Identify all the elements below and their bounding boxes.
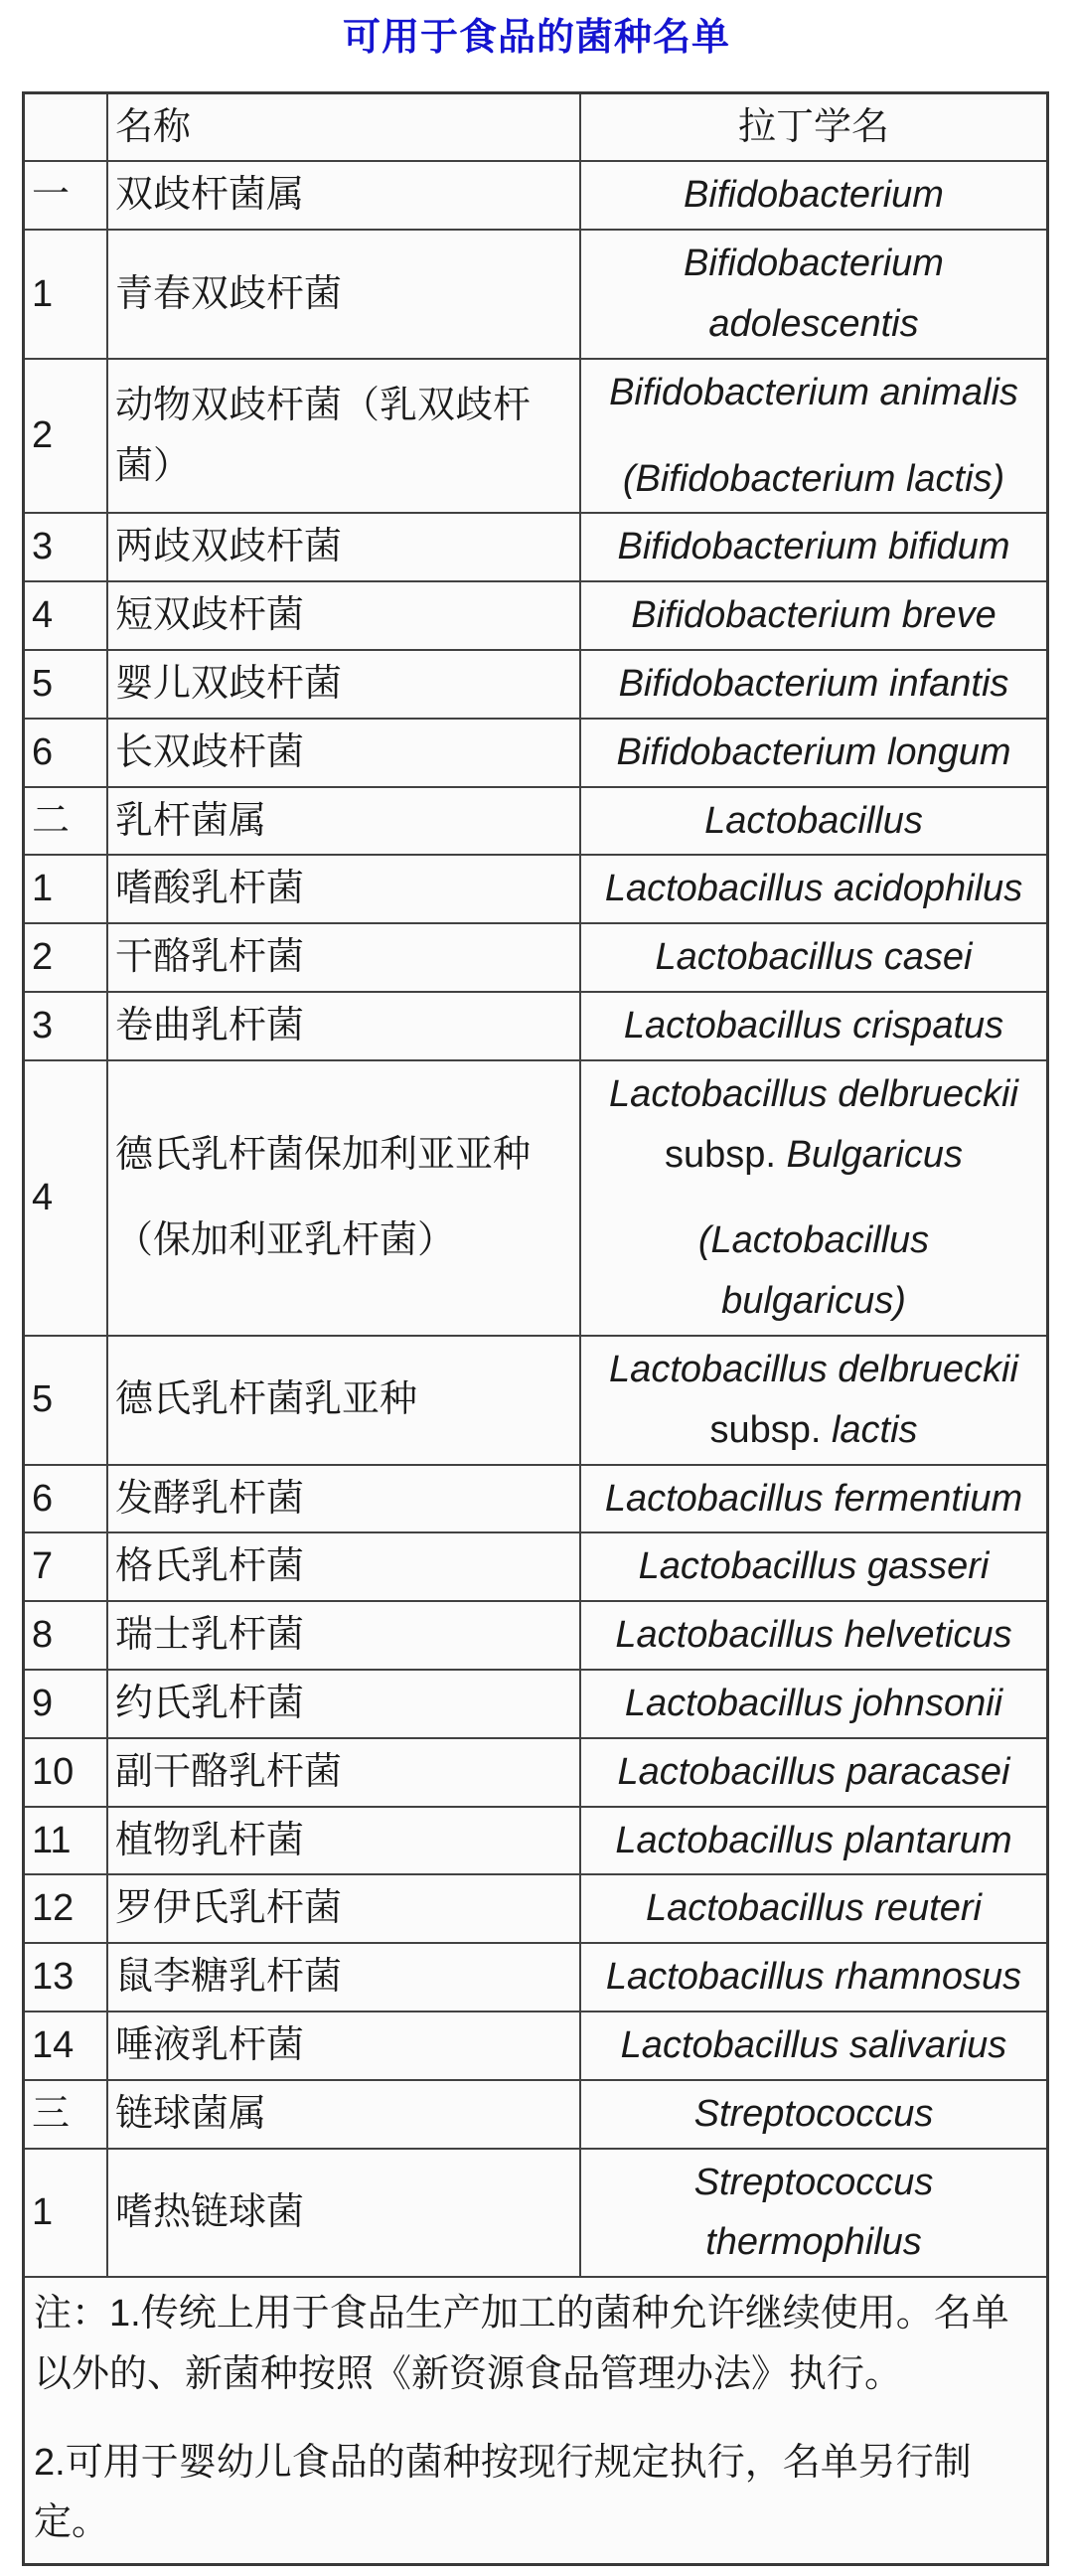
latin-text <box>586 449 1041 510</box>
table-row <box>24 513 1048 581</box>
latin-italic-segment: thermophilus <box>705 2221 922 2264</box>
table-row <box>24 1532 1048 1601</box>
latin-italic-segment: Lactobacillus paracasei <box>617 1750 1010 1793</box>
latin-name-cell <box>580 650 1048 719</box>
latin-italic-segment: (Bifidobacterium lactis) <box>622 457 1005 500</box>
row-index-cell: 2 <box>24 923 108 992</box>
name-cell <box>107 1670 580 1738</box>
latin-name-cell <box>580 230 1048 359</box>
latin-italic-segment: Lactobacillus delbrueckii <box>609 1348 1018 1390</box>
latin-text <box>586 723 1041 783</box>
latin-name-cell <box>580 359 1048 514</box>
latin-name-cell <box>580 2149 1048 2278</box>
species-table-body <box>24 161 1048 2564</box>
latin-name-cell <box>580 1465 1048 1533</box>
latin-text <box>586 1674 1041 1734</box>
table-row <box>24 719 1048 787</box>
name-cell <box>107 855 580 923</box>
table-row <box>24 1465 1048 1533</box>
row-index-cell: 一 <box>24 161 108 230</box>
latin-italic-segment: Streptococcus <box>693 2092 934 2135</box>
row-index-cell: 5 <box>24 650 108 719</box>
latin-text <box>586 1340 1041 1461</box>
name-text: 副干酪乳杆菌 <box>115 1750 343 1793</box>
name-cell <box>107 513 580 581</box>
name-text: 干酪乳杆菌 <box>115 936 305 979</box>
latin-italic-segment: (Lactobacillus <box>697 1219 930 1262</box>
table-row <box>24 650 1048 719</box>
name-text: 卷曲乳杆菌 <box>115 1004 305 1046</box>
row-index-cell: 3 <box>24 992 108 1060</box>
table-row <box>24 1670 1048 1738</box>
latin-name-cell <box>580 992 1048 1060</box>
name-cell <box>107 992 580 1060</box>
row-index-cell: 14 <box>24 2012 108 2080</box>
latin-text <box>586 1947 1041 2008</box>
name-cell <box>107 719 580 787</box>
name-text: 约氏乳杆菌 <box>115 1682 305 1724</box>
latin-italic-segment: Bifidobacterium infantis <box>618 662 1009 705</box>
latin-text <box>586 1469 1041 1530</box>
column-header-name: 名称 <box>107 92 580 161</box>
latin-text <box>586 1605 1041 1666</box>
latin-italic-segment: Lactobacillus salivarius <box>620 2023 1007 2066</box>
row-index-cell: 三 <box>24 2080 108 2149</box>
column-header-index <box>24 92 108 161</box>
table-row <box>24 230 1048 359</box>
notes-row <box>24 2277 1048 2565</box>
name-text: 嗜热链球菌 <box>115 2190 305 2233</box>
table-row <box>24 2080 1048 2149</box>
latin-italic-segment: Bifidobacterium bifidum <box>617 526 1010 568</box>
latin-italic-segment: Bifidobacterium <box>684 174 944 217</box>
name-cell <box>107 1874 580 1943</box>
row-index-cell: 1 <box>24 855 108 923</box>
table-row <box>24 2149 1048 2278</box>
latin-name-cell <box>580 1943 1048 2012</box>
species-table <box>22 91 1049 2567</box>
latin-italic-segment: Lactobacillus reuteri <box>646 1887 982 1930</box>
name-text: 链球菌属 <box>115 2092 267 2135</box>
latin-name-cell <box>580 2012 1048 2080</box>
latin-text <box>586 1064 1041 1186</box>
latin-name-cell <box>580 1738 1048 1807</box>
latin-text <box>586 1811 1041 1871</box>
name-text: 乳杆菌属 <box>115 799 267 842</box>
name-text: 长双歧杆菌 <box>115 730 305 773</box>
name-text: 格氏乳杆菌 <box>115 1545 305 1588</box>
name-text: 德氏乳杆菌乳亚种 <box>115 1378 418 1421</box>
row-index-cell: 12 <box>24 1874 108 1943</box>
latin-italic-segment: bulgaricus) <box>721 1280 906 1323</box>
latin-name-cell <box>580 2080 1048 2149</box>
header-row <box>24 92 1048 161</box>
latin-name-cell <box>580 1532 1048 1601</box>
name-cell <box>107 2080 580 2149</box>
latin-italic-segment: Bifidobacterium longum <box>616 730 1011 773</box>
latin-italic-segment: Lactobacillus johnsonii <box>624 1682 1003 1724</box>
name-cell <box>107 359 580 514</box>
latin-italic-segment: Lactobacillus delbrueckii <box>609 1072 1018 1115</box>
name-text: 双歧杆菌属 <box>115 174 305 217</box>
latin-italic-segment: Streptococcus <box>693 2161 934 2203</box>
latin-text <box>586 1210 1041 1332</box>
name-cell <box>107 923 580 992</box>
latin-name-cell <box>580 1807 1048 1875</box>
row-index-cell: 13 <box>24 1943 108 2012</box>
column-header-latin: 拉丁学名 <box>580 92 1048 161</box>
table-row <box>24 1601 1048 1670</box>
latin-italic-segment: Lactobacillus <box>704 799 923 842</box>
name-cell <box>107 650 580 719</box>
latin-italic-segment: Lactobacillus crispatus <box>623 1004 1004 1046</box>
name-cell <box>107 1532 580 1601</box>
latin-italic-segment: Lactobacillus acidophilus <box>604 868 1023 910</box>
name-cell <box>107 1465 580 1533</box>
latin-name-cell <box>580 161 1048 230</box>
latin-text <box>586 791 1041 852</box>
note-text: 注：1.传统上用于食品生产加工的菌种允许继续使用。名单以外的、新菌种按照《新资源食品管理办法》执行。 <box>34 2293 1009 2395</box>
name-cell <box>107 1943 580 2012</box>
table-row <box>24 923 1048 992</box>
row-index-cell: 6 <box>24 719 108 787</box>
latin-name-cell <box>580 1601 1048 1670</box>
latin-italic-segment: Bulgaricus <box>786 1133 963 1176</box>
row-index-cell: 3 <box>24 513 108 581</box>
name-text: 鼠李糖乳杆菌 <box>115 1956 343 1999</box>
species-table-header <box>24 92 1048 161</box>
name-cell <box>107 1807 580 1875</box>
note-text: 2.可用于婴幼儿食品的菌种按现行规定执行，名单另行制定。 <box>34 2441 972 2544</box>
row-index-cell: 9 <box>24 1670 108 1738</box>
row-index-cell: 二 <box>24 787 108 856</box>
latin-name-cell <box>580 719 1048 787</box>
name-cell <box>107 161 580 230</box>
latin-text <box>586 585 1041 646</box>
latin-text <box>586 234 1041 355</box>
latin-text <box>586 363 1041 423</box>
latin-name-cell <box>580 1336 1048 1465</box>
table-row <box>24 855 1048 923</box>
name-text: （保加利亚乳杆菌） <box>115 1219 456 1262</box>
latin-name-cell <box>580 923 1048 992</box>
name-cell <box>107 2012 580 2080</box>
latin-italic-segment: lactis <box>831 1408 918 1451</box>
name-text: 德氏乳杆菌保加利亚亚种 <box>115 1133 532 1176</box>
latin-text <box>586 2015 1041 2076</box>
page-title: 可用于食品的菌种名单 <box>342 17 730 59</box>
name-text: 两歧双歧杆菌 <box>115 526 343 568</box>
row-index-cell: 7 <box>24 1532 108 1601</box>
latin-text <box>586 996 1041 1056</box>
name-cell <box>107 2149 580 2278</box>
latin-italic-segment: Lactobacillus helveticus <box>615 1614 1012 1657</box>
row-index-cell: 2 <box>24 359 108 514</box>
row-index-cell: 1 <box>24 230 108 359</box>
latin-text <box>586 859 1041 919</box>
name-cell <box>107 1336 580 1465</box>
name-cell <box>107 1738 580 1807</box>
latin-roman-segment: subsp. <box>665 1133 787 1176</box>
name-text: 瑞士乳杆菌 <box>115 1614 305 1657</box>
latin-name-cell <box>580 787 1048 856</box>
table-row <box>24 1943 1048 2012</box>
table-row <box>24 2012 1048 2080</box>
row-index-cell: 11 <box>24 1807 108 1875</box>
latin-name-cell <box>580 513 1048 581</box>
name-text: 动物双歧杆菌（乳双歧杆菌） <box>115 384 532 487</box>
latin-text <box>586 1742 1041 1803</box>
row-index-cell: 5 <box>24 1336 108 1465</box>
row-index-cell: 8 <box>24 1601 108 1670</box>
latin-text <box>586 927 1041 988</box>
latin-italic-segment: Lactobacillus rhamnosus <box>605 1956 1022 1999</box>
row-index-cell: 6 <box>24 1465 108 1533</box>
latin-italic-segment: Bifidobacterium animalis <box>609 371 1018 413</box>
name-cell <box>107 1601 580 1670</box>
name-text: 罗伊氏乳杆菌 <box>115 1887 343 1930</box>
latin-text <box>586 2153 1041 2274</box>
name-cell <box>107 230 580 359</box>
latin-name-cell <box>580 1874 1048 1943</box>
latin-text <box>586 1536 1041 1597</box>
row-index-cell: 4 <box>24 1060 108 1336</box>
latin-name-cell <box>580 1060 1048 1336</box>
name-text: 嗜酸乳杆菌 <box>115 868 305 910</box>
latin-roman-segment: subsp. <box>709 1408 832 1451</box>
name-text: 短双歧杆菌 <box>115 594 305 637</box>
name-text: 唾液乳杆菌 <box>115 2023 305 2066</box>
latin-italic-segment: Lactobacillus fermentium <box>604 1477 1023 1520</box>
table-row <box>24 1738 1048 1807</box>
latin-name-cell <box>580 581 1048 650</box>
row-index-cell: 1 <box>24 2149 108 2278</box>
name-cell <box>107 1060 580 1336</box>
latin-text <box>586 1878 1041 1939</box>
latin-italic-segment: Lactobacillus plantarum <box>615 1819 1012 1861</box>
notes-cell <box>24 2277 1048 2565</box>
name-text: 植物乳杆菌 <box>115 1819 305 1861</box>
name-cell <box>107 787 580 856</box>
latin-name-cell <box>580 855 1048 923</box>
latin-name-cell <box>580 1670 1048 1738</box>
latin-italic-segment: Bifidobacterium breve <box>631 594 996 637</box>
name-cell <box>107 581 580 650</box>
table-row <box>24 1874 1048 1943</box>
latin-text <box>586 654 1041 715</box>
name-text: 青春双歧杆菌 <box>115 272 343 315</box>
table-row <box>24 161 1048 230</box>
table-row <box>24 992 1048 1060</box>
name-text: 婴儿双歧杆菌 <box>115 662 343 705</box>
latin-text <box>586 517 1041 577</box>
table-row <box>24 1807 1048 1875</box>
latin-italic-segment: Bifidobacterium <box>684 242 944 285</box>
latin-italic-segment: Lactobacillus gasseri <box>638 1545 990 1588</box>
latin-text <box>586 165 1041 226</box>
row-index-cell: 4 <box>24 581 108 650</box>
table-row <box>24 581 1048 650</box>
table-row <box>24 1060 1048 1336</box>
table-row <box>24 1336 1048 1465</box>
table-row <box>24 359 1048 514</box>
latin-italic-segment: adolescentis <box>708 302 919 345</box>
table-row <box>24 787 1048 856</box>
latin-text <box>586 2084 1041 2145</box>
name-text: 发酵乳杆菌 <box>115 1477 305 1520</box>
latin-italic-segment: Lactobacillus casei <box>655 936 973 979</box>
row-index-cell: 10 <box>24 1738 108 1807</box>
